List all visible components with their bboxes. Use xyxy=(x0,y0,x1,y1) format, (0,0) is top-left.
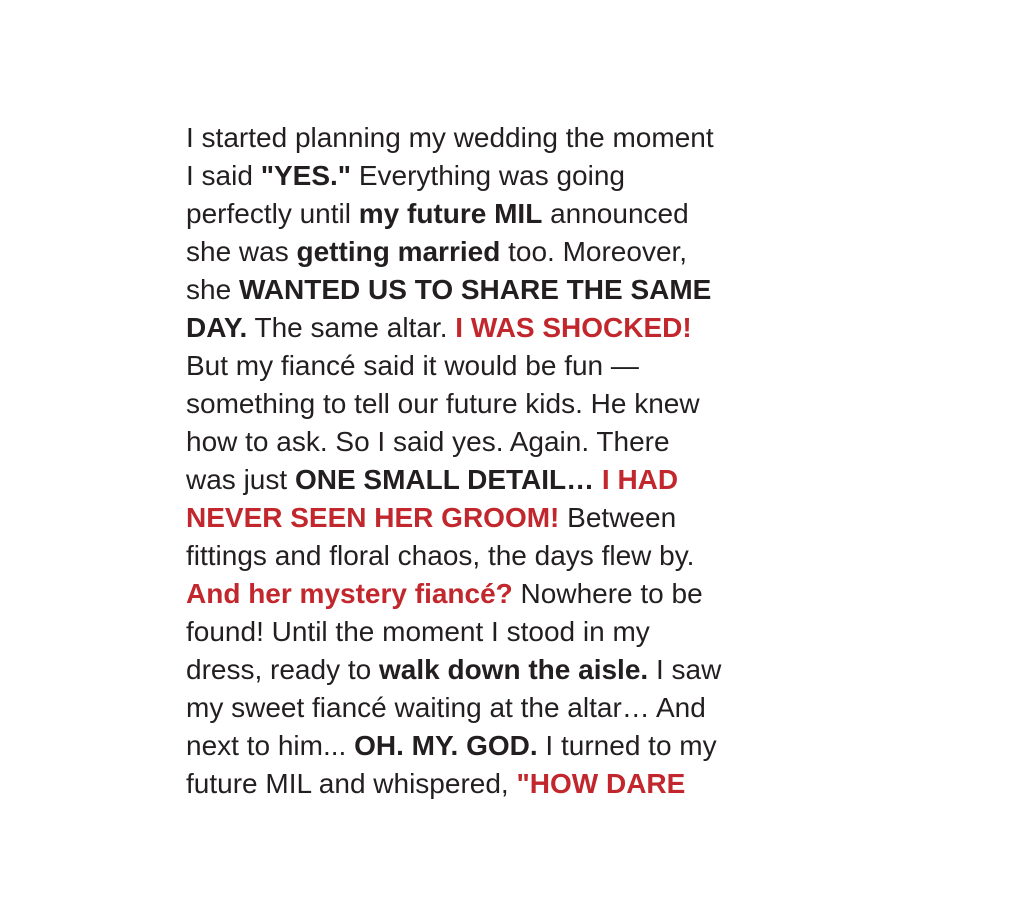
story-highlight-run: And her mystery fiancé? xyxy=(186,578,513,609)
story-line xyxy=(186,575,826,613)
story-text-run: how to ask. So I said yes. Again. There xyxy=(186,426,670,457)
story-text-run xyxy=(594,464,602,495)
story-text-run: announced xyxy=(542,198,689,229)
story-highlight-run: I WAS SHOCKED! xyxy=(455,312,692,343)
story-text-run: Nowhere to be xyxy=(512,578,703,609)
story-text-run: I started planning my wedding the moment xyxy=(186,122,714,153)
story-line xyxy=(186,195,826,233)
story-bold-run: getting married xyxy=(296,236,501,267)
story-text-run: too. Moreover, xyxy=(500,236,688,267)
story-text-run: she was xyxy=(186,236,297,267)
story-text xyxy=(186,119,826,803)
story-text-run: was just xyxy=(186,464,295,495)
story-bold-run: DAY. xyxy=(186,312,248,343)
story-text-run: But my fiancé said it would be fun — xyxy=(186,350,639,381)
story-bold-run: ONE SMALL DETAIL… xyxy=(294,464,595,495)
story-line xyxy=(186,271,826,309)
story-line xyxy=(186,461,826,499)
story-line xyxy=(186,423,826,461)
story-text-run: Everything was going xyxy=(351,160,625,191)
story-line xyxy=(186,233,826,271)
story-line xyxy=(186,157,826,195)
story-text-run: I saw xyxy=(648,654,722,685)
story-line xyxy=(186,689,826,727)
story-text-run: found! Until the moment I stood in my xyxy=(186,616,650,647)
story-text-run: I turned to my xyxy=(537,730,717,761)
story-bold-run: my future MIL xyxy=(358,198,543,229)
story-text-run: perfectly until xyxy=(186,198,359,229)
story-text-run: I said xyxy=(186,160,261,191)
story-line xyxy=(186,385,826,423)
story-text-run: The same altar. xyxy=(247,312,456,343)
story-text-run: future MIL and whispered, xyxy=(186,768,517,799)
story-line xyxy=(186,119,826,157)
story-text-run: my sweet fiancé waiting at the altar… And xyxy=(186,692,706,723)
story-text-run: something to tell our future kids. He knew xyxy=(186,388,700,419)
story-line xyxy=(186,537,826,575)
story-highlight-run: NEVER SEEN HER GROOM! xyxy=(186,502,560,533)
story-line xyxy=(186,347,826,385)
story-line xyxy=(186,765,826,803)
story-text-run: she xyxy=(186,274,239,305)
story-line xyxy=(186,727,826,765)
story-bold-run: walk down the aisle. xyxy=(378,654,649,685)
story-line xyxy=(186,613,826,651)
story-highlight-run: I HAD xyxy=(601,464,679,495)
story-highlight-run: "HOW DARE xyxy=(516,768,686,799)
story-text-run: next to him... xyxy=(186,730,355,761)
story-line xyxy=(186,309,826,347)
story-text-run: dress, ready to xyxy=(186,654,379,685)
story-bold-run: OH. MY. GOD. xyxy=(354,730,538,761)
story-text-run: fittings and floral chaos, the days flew by. xyxy=(186,540,695,571)
story-line xyxy=(186,499,826,537)
story-bold-run: "YES." xyxy=(260,160,352,191)
story-line xyxy=(186,651,826,689)
story-bold-run: WANTED US TO SHARE THE SAME xyxy=(238,274,712,305)
story-text-run: Between xyxy=(559,502,677,533)
